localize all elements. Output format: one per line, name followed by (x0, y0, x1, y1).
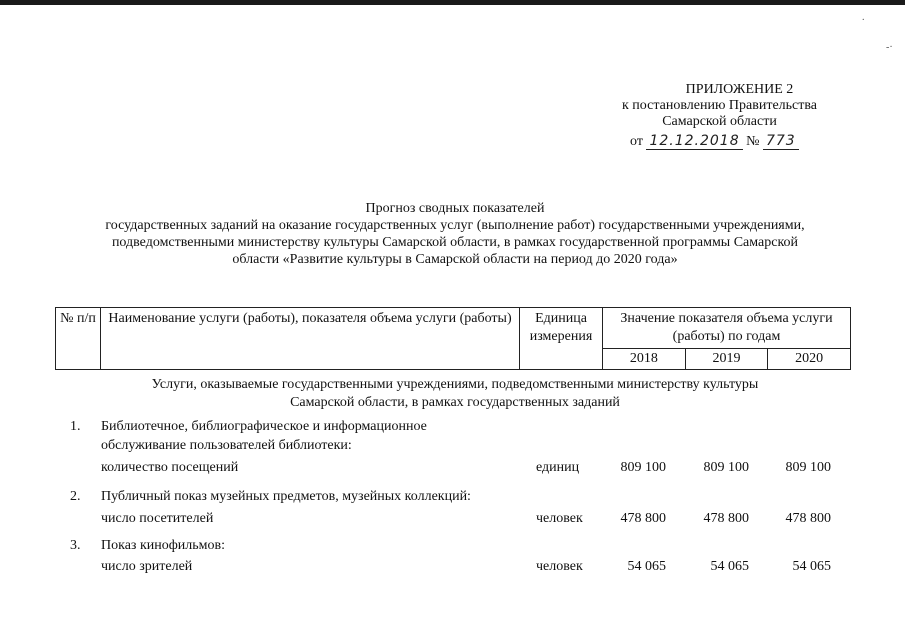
service-name-line1: Публичный показ музейных предметов, музейных коллекций: (101, 489, 471, 504)
row-number: 2. (70, 489, 81, 504)
value-2018: 54 065 (627, 559, 666, 574)
date-prefix: от (630, 134, 643, 149)
indicator-name: число посетителей (101, 511, 214, 526)
section-heading (60, 376, 850, 412)
header-year-2020: 2020 (768, 349, 851, 370)
scan-top-border (0, 0, 905, 5)
unit-value: единиц (536, 460, 580, 475)
value-2019: 54 065 (710, 559, 749, 574)
value-2020: 478 800 (785, 511, 831, 526)
header-year-2019: 2019 (685, 349, 768, 370)
document-title (60, 200, 850, 268)
indicator-name: количество посещений (101, 460, 239, 475)
handwritten-number: 773 (763, 133, 799, 150)
title-line-3: подведомственными министерству культуры Самарской области, в рамках государственной программы Самарской (111, 235, 799, 250)
value-2020: 809 100 (785, 460, 831, 475)
row-number: 3. (70, 538, 81, 553)
header-year-2018: 2018 (603, 349, 686, 370)
header-col-number: № п/п (56, 308, 101, 370)
unit-value: человек (536, 559, 583, 574)
header-table (55, 307, 851, 370)
value-2020: 54 065 (792, 559, 831, 574)
service-name-line1: Библиотечное, библиографическое и информационное (101, 419, 427, 434)
appendix-block (612, 82, 827, 130)
appendix-title: ПРИЛОЖЕНИЕ 2 (685, 82, 794, 97)
value-2018: 809 100 (620, 460, 666, 475)
number-prefix: № (746, 134, 760, 149)
header-col-unit: Единица измерения (520, 308, 603, 370)
handwritten-date: 12.12.2018 (646, 133, 742, 150)
row-number: 1. (70, 419, 81, 434)
section-line-2: Самарской области, в рамках государственных заданий (290, 395, 620, 410)
resolution-date-number (630, 133, 799, 150)
scan-speck: . (862, 12, 865, 23)
title-line-4: области «Развитие культуры в Самарской области на период до 2020 года» (232, 252, 678, 267)
service-name-line1: Показ кинофильмов: (101, 538, 226, 553)
appendix-region-line: Самарской области (662, 114, 777, 129)
appendix-resolution-line: к постановлению Правительства (621, 98, 818, 113)
section-line-1: Услуги, оказываемые государственными учреждениями, подведомственными министерству культуры (151, 377, 759, 392)
service-name-line2: обслуживание пользователей библиотеки: (101, 438, 352, 453)
header-col-values: Значение показателя объема услуги (работы) по годам (603, 308, 851, 349)
scan-speck: -· (886, 42, 893, 53)
title-line-1: Прогноз сводных показателей (365, 201, 545, 216)
indicator-name: число зрителей (101, 559, 193, 574)
value-2019: 478 800 (703, 511, 749, 526)
header-col-name: Наименование услуги (работы), показателя объема услуги (работы) (101, 308, 520, 370)
value-2018: 478 800 (620, 511, 666, 526)
title-line-2: государственных заданий на оказание государственных услуг (выполнение работ) государственными учреждениями, (105, 218, 805, 233)
value-2019: 809 100 (703, 460, 749, 475)
unit-value: человек (536, 511, 583, 526)
